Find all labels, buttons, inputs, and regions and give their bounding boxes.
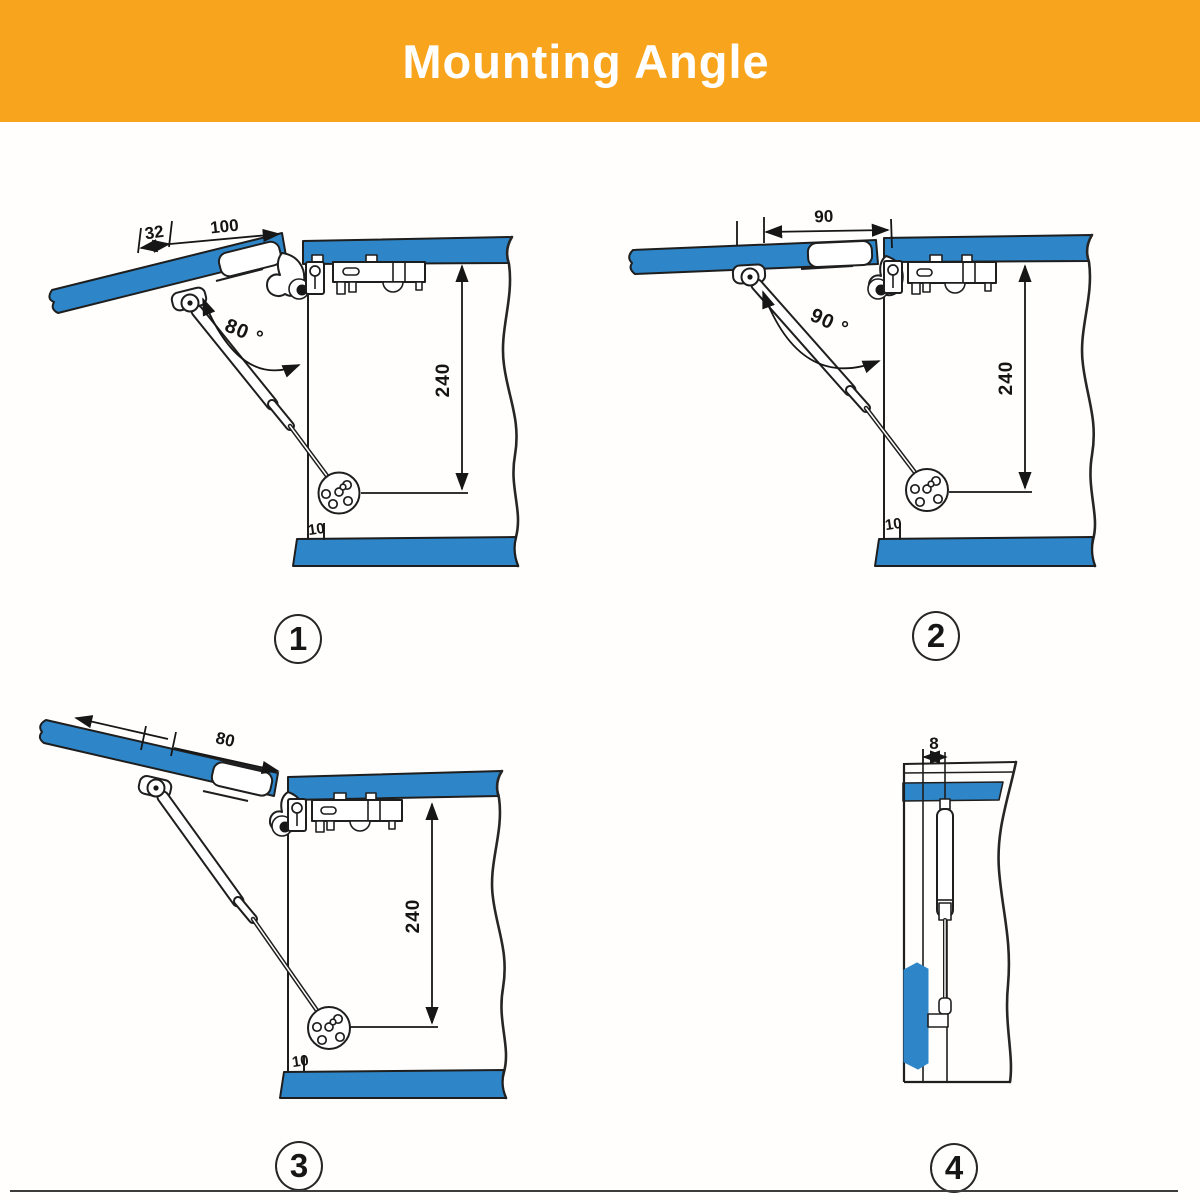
dim-bottom-offset-label: 10 [306, 519, 326, 540]
cabinet-section [903, 762, 1016, 1082]
figure-3-label [275, 1141, 323, 1191]
strut-mounting-plate [906, 469, 948, 511]
figure-1-label [274, 614, 322, 664]
diagram-wide-opening-mounting [30, 700, 590, 1120]
cabinet-bottom-panel [293, 537, 518, 566]
cabinet-bottom-panel [280, 1070, 506, 1098]
dim-bottom-offset-label: 10 [290, 1051, 310, 1072]
diagram-90-degree-mounting [620, 190, 1190, 610]
cabinet-bottom-panel [875, 537, 1095, 566]
gas-strut [170, 286, 336, 488]
dim-depth-label: 240 [403, 898, 424, 934]
cabinet-top-panel [288, 771, 502, 800]
cabinet-side-wavy-edge [503, 237, 518, 566]
cabinet-side-wavy-edge [492, 771, 506, 1098]
angle-label: 80 ° [221, 314, 267, 351]
dim-depth-label: 240 [996, 360, 1017, 396]
dim-door-inset-label: 32 [143, 221, 165, 244]
header-banner [0, 0, 1200, 122]
hinge-hardware [868, 255, 996, 299]
angle-label: 90 ° [806, 304, 853, 341]
strut-mounting-plate [308, 1007, 350, 1049]
figure-3-number: 3 [289, 1147, 309, 1184]
diagram-vertical-mounting [880, 720, 1060, 1100]
cabinet-side-wavy-edge [1082, 235, 1095, 566]
dim-door-length-label: 90 [814, 206, 834, 227]
strut-mounting-plate [319, 473, 360, 514]
dimension-depth [949, 266, 1032, 492]
dim-depth-label: 240 [433, 362, 454, 398]
figure-1-number: 1 [288, 620, 308, 657]
figure-4-number: 4 [944, 1149, 964, 1186]
door-edge-highlight [904, 963, 928, 1069]
dim-bottom-offset-label: 10 [883, 514, 903, 535]
dimension-depth [361, 266, 468, 493]
diagram-80-degree-mounting [30, 190, 590, 610]
door-handle-plate [808, 241, 873, 268]
cabinet-side-wavy-edge [999, 762, 1016, 1082]
dimension-gap [923, 734, 946, 765]
cabinet-top-panel [884, 235, 1092, 262]
figure-4-label [930, 1143, 978, 1193]
handle-lip [203, 791, 248, 801]
dim-door-length-label: 80 [213, 728, 237, 752]
dim-gap-label: 8 [929, 734, 939, 753]
page-title: Mounting Angle [402, 34, 770, 88]
door-handle-plate [210, 761, 274, 798]
bottom-divider-line [10, 1190, 1178, 1192]
figure-2-label [912, 611, 960, 661]
dimension-depth [350, 804, 438, 1027]
strut-bottom-bracket [928, 1014, 948, 1027]
cabinet-top-panel [903, 782, 1003, 801]
dim-door-length-label: 100 [209, 215, 240, 238]
gas-strut [733, 264, 923, 483]
figure-2-number: 2 [926, 617, 946, 654]
cabinet-top-panel [303, 237, 512, 264]
